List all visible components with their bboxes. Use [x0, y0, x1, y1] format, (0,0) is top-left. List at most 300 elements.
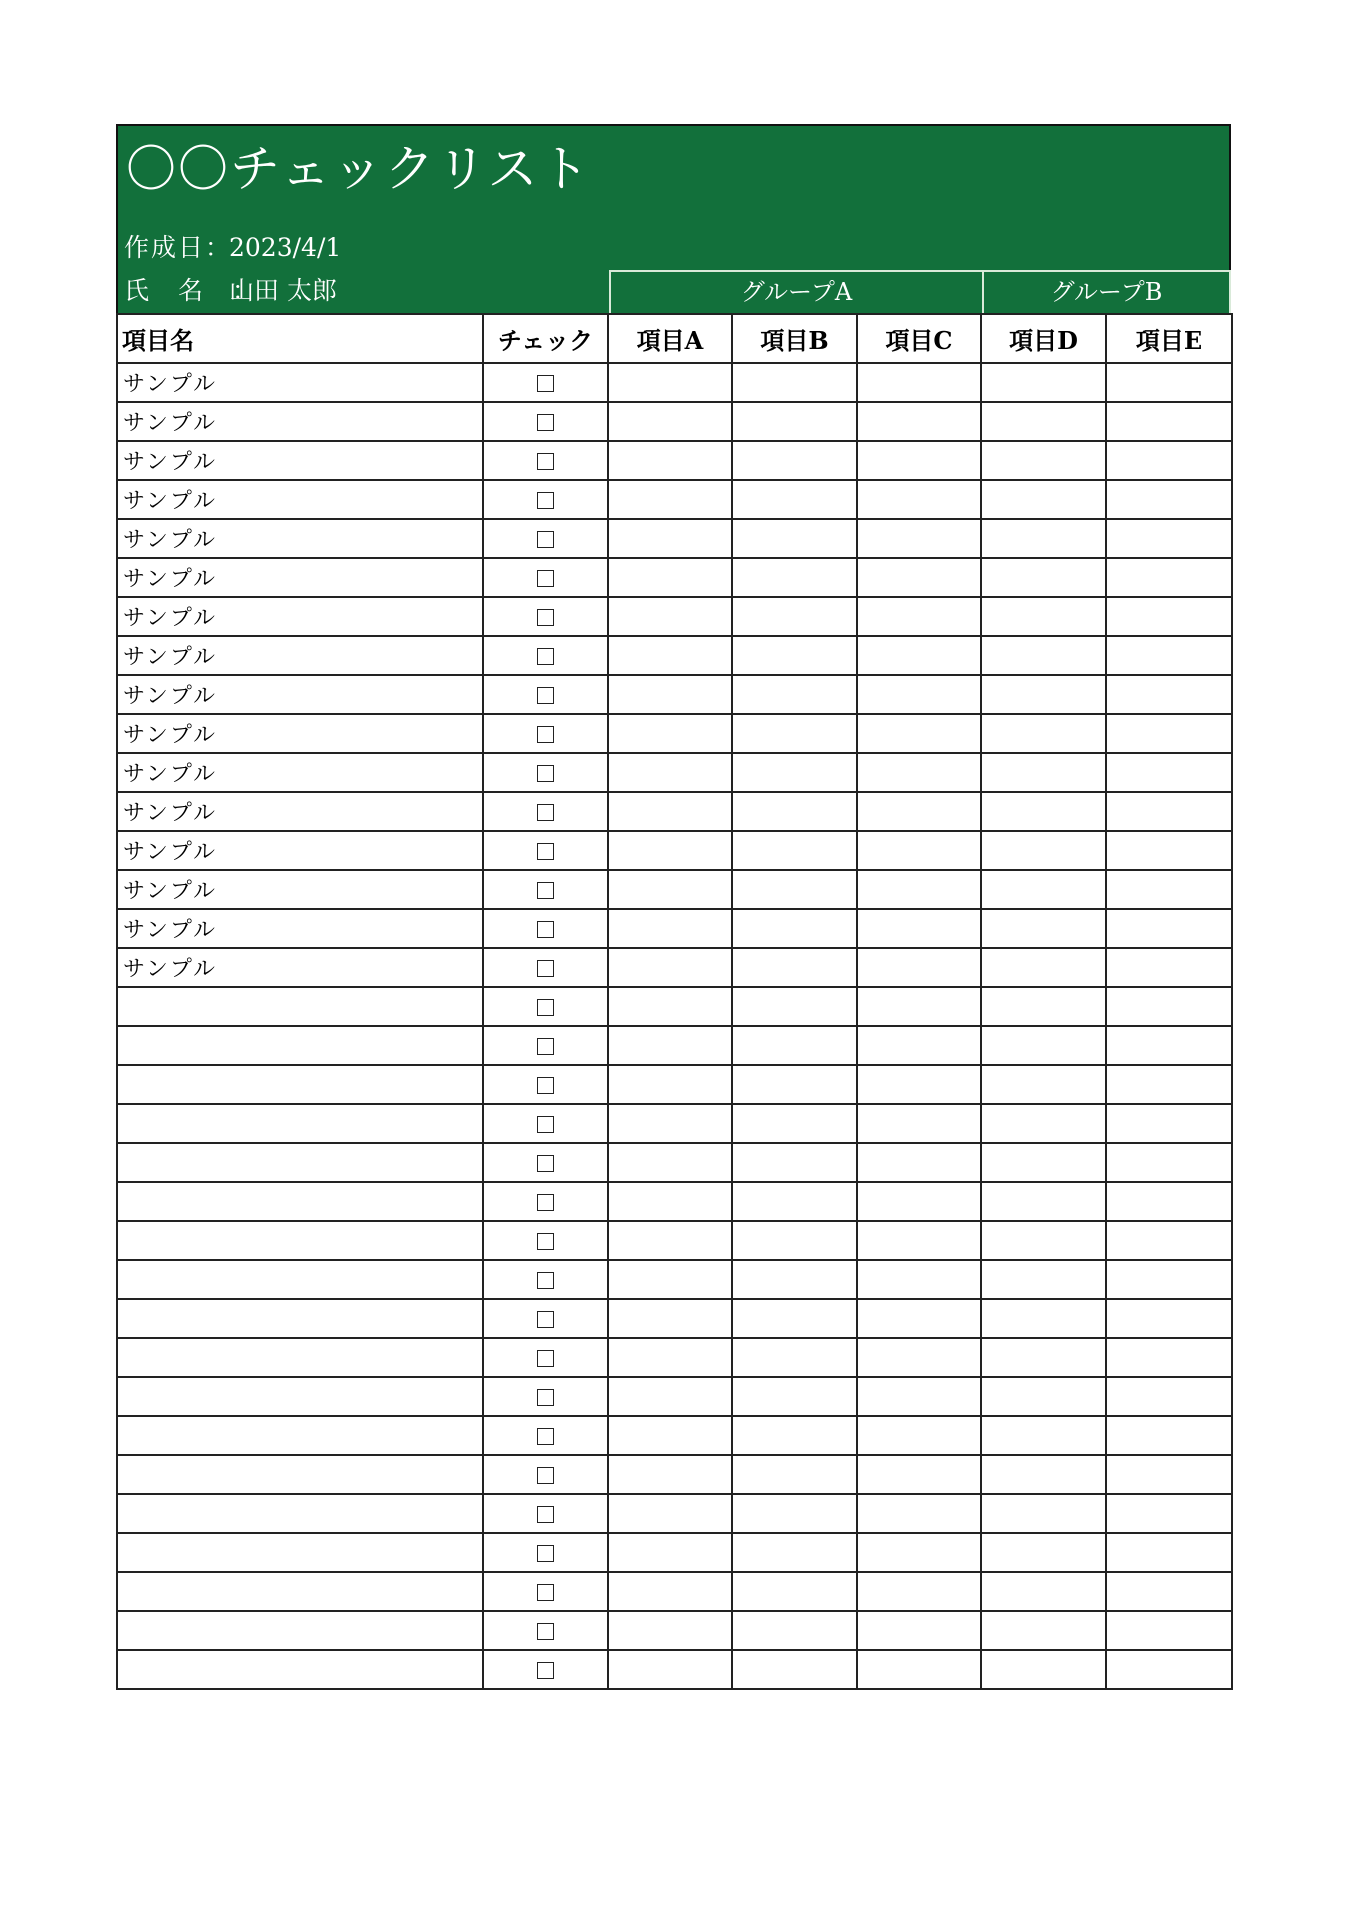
item-e-cell[interactable]: [1106, 1260, 1232, 1299]
checkbox-empty-icon[interactable]: [537, 570, 554, 587]
item-c-cell[interactable]: [857, 1611, 981, 1650]
check-cell: [483, 870, 608, 909]
checkbox-empty-icon[interactable]: [537, 1350, 554, 1367]
sheet-header: [116, 124, 1231, 313]
item-a-cell[interactable]: [608, 1299, 732, 1338]
item-name-cell[interactable]: サンプル: [117, 675, 483, 714]
item-d-cell[interactable]: [981, 987, 1106, 1026]
item-name-cell[interactable]: サンプル: [117, 363, 483, 402]
item-a-cell[interactable]: [608, 948, 732, 987]
item-e-cell[interactable]: [1106, 402, 1232, 441]
check-cell: [483, 636, 608, 675]
item-a-cell[interactable]: [608, 1065, 732, 1104]
check-cell: [483, 1377, 608, 1416]
table-row: [117, 1299, 1232, 1338]
item-b-cell[interactable]: [732, 831, 857, 870]
item-c-cell[interactable]: [857, 519, 981, 558]
name-row: [124, 271, 337, 311]
item-d-cell[interactable]: [981, 1221, 1106, 1260]
item-d-cell[interactable]: [981, 1377, 1106, 1416]
item-name-cell[interactable]: [117, 1416, 483, 1455]
check-cell: [483, 831, 608, 870]
item-name-cell[interactable]: [117, 1221, 483, 1260]
item-b-cell[interactable]: [732, 753, 857, 792]
item-c-cell[interactable]: [857, 1650, 981, 1689]
item-a-cell[interactable]: [608, 558, 732, 597]
item-name-cell[interactable]: サンプル: [117, 948, 483, 987]
checkbox-empty-icon[interactable]: [537, 999, 554, 1016]
item-a-cell[interactable]: [608, 1572, 732, 1611]
item-b-cell[interactable]: [732, 1533, 857, 1572]
item-d-cell[interactable]: [981, 441, 1106, 480]
item-e-cell[interactable]: [1106, 519, 1232, 558]
item-a-cell[interactable]: [608, 1026, 732, 1065]
checkbox-empty-icon[interactable]: [537, 765, 554, 782]
item-a-cell[interactable]: [608, 792, 732, 831]
item-a-cell[interactable]: [608, 597, 732, 636]
item-b-cell[interactable]: [732, 1026, 857, 1065]
item-a-cell[interactable]: [608, 987, 732, 1026]
item-b-cell[interactable]: [732, 1650, 857, 1689]
item-d-cell[interactable]: [981, 1260, 1106, 1299]
item-d-cell[interactable]: [981, 1026, 1106, 1065]
item-e-cell[interactable]: [1106, 636, 1232, 675]
column-header-name: 項目名: [117, 314, 483, 363]
table-row: [117, 909, 1232, 948]
checkbox-empty-icon[interactable]: [537, 1389, 554, 1406]
item-d-cell[interactable]: [981, 1299, 1106, 1338]
item-e-cell[interactable]: [1106, 948, 1232, 987]
item-name-cell[interactable]: [117, 1494, 483, 1533]
check-cell: [483, 753, 608, 792]
checkbox-empty-icon[interactable]: [537, 492, 554, 509]
item-d-cell[interactable]: [981, 558, 1106, 597]
item-a-cell[interactable]: [608, 1416, 732, 1455]
item-d-cell[interactable]: [981, 1572, 1106, 1611]
item-c-cell[interactable]: [857, 1572, 981, 1611]
item-a-cell[interactable]: [608, 1455, 732, 1494]
item-d-cell[interactable]: [981, 1494, 1106, 1533]
check-cell: [483, 1533, 608, 1572]
item-c-cell[interactable]: [857, 402, 981, 441]
item-c-cell[interactable]: [857, 1299, 981, 1338]
item-c-cell[interactable]: [857, 1260, 981, 1299]
item-d-cell[interactable]: [981, 1611, 1106, 1650]
item-name-cell[interactable]: サンプル: [117, 870, 483, 909]
item-d-cell[interactable]: [981, 597, 1106, 636]
item-d-cell[interactable]: [981, 714, 1106, 753]
item-name-cell[interactable]: [117, 1026, 483, 1065]
checkbox-empty-icon[interactable]: [537, 804, 554, 821]
item-d-cell[interactable]: [981, 1416, 1106, 1455]
item-d-cell[interactable]: [981, 753, 1106, 792]
item-c-cell[interactable]: [857, 1338, 981, 1377]
item-e-cell[interactable]: [1106, 792, 1232, 831]
item-c-cell[interactable]: [857, 714, 981, 753]
item-e-cell[interactable]: [1106, 1026, 1232, 1065]
item-b-cell[interactable]: [732, 1104, 857, 1143]
checkbox-empty-icon[interactable]: [537, 1662, 554, 1679]
item-c-cell[interactable]: [857, 1026, 981, 1065]
checkbox-empty-icon[interactable]: [537, 414, 554, 431]
item-c-cell[interactable]: [857, 1455, 981, 1494]
item-a-cell[interactable]: [608, 1494, 732, 1533]
checkbox-empty-icon[interactable]: [537, 1584, 554, 1601]
item-c-cell[interactable]: [857, 1494, 981, 1533]
table-row: [117, 1455, 1232, 1494]
item-d-cell[interactable]: [981, 1182, 1106, 1221]
item-a-cell[interactable]: [608, 753, 732, 792]
checkbox-empty-icon[interactable]: [537, 1194, 554, 1211]
table-row: [117, 870, 1232, 909]
table-row: [117, 441, 1232, 480]
item-a-cell[interactable]: [608, 1143, 732, 1182]
item-b-cell[interactable]: [732, 441, 857, 480]
checkbox-empty-icon[interactable]: [537, 1311, 554, 1328]
checkbox-empty-icon[interactable]: [537, 609, 554, 626]
check-cell: [483, 1221, 608, 1260]
created-date-label: 作成日：: [124, 233, 233, 262]
item-e-cell[interactable]: [1106, 597, 1232, 636]
checkbox-empty-icon[interactable]: [537, 1077, 554, 1094]
table-row: [117, 987, 1232, 1026]
checkbox-empty-icon[interactable]: [537, 531, 554, 548]
item-name-cell[interactable]: [117, 1299, 483, 1338]
item-b-cell[interactable]: [732, 363, 857, 402]
checkbox-empty-icon[interactable]: [537, 1506, 554, 1523]
item-b-cell[interactable]: [732, 1182, 857, 1221]
item-b-cell[interactable]: [732, 792, 857, 831]
item-e-cell[interactable]: [1106, 480, 1232, 519]
checkbox-empty-icon[interactable]: [537, 1272, 554, 1289]
table-row: [117, 519, 1232, 558]
item-c-cell[interactable]: [857, 948, 981, 987]
item-a-cell[interactable]: [608, 675, 732, 714]
item-c-cell[interactable]: [857, 597, 981, 636]
checkbox-empty-icon[interactable]: [537, 453, 554, 470]
item-c-cell[interactable]: [857, 831, 981, 870]
checkbox-empty-icon[interactable]: [537, 1155, 554, 1172]
item-b-cell[interactable]: [732, 714, 857, 753]
item-c-cell[interactable]: [857, 1416, 981, 1455]
checkbox-empty-icon[interactable]: [537, 882, 554, 899]
item-name-cell[interactable]: サンプル: [117, 792, 483, 831]
item-c-cell[interactable]: [857, 987, 981, 1026]
check-cell: [483, 1611, 608, 1650]
check-cell: [483, 519, 608, 558]
item-c-cell[interactable]: [857, 792, 981, 831]
item-name-cell[interactable]: [117, 1650, 483, 1689]
check-cell: [483, 1299, 608, 1338]
item-a-cell[interactable]: [608, 363, 732, 402]
item-e-cell[interactable]: [1106, 1299, 1232, 1338]
item-d-cell[interactable]: [981, 519, 1106, 558]
item-b-cell[interactable]: [732, 1377, 857, 1416]
item-name-cell[interactable]: [117, 1338, 483, 1377]
item-e-cell[interactable]: [1106, 909, 1232, 948]
item-b-cell[interactable]: [732, 402, 857, 441]
item-b-cell[interactable]: [732, 1260, 857, 1299]
item-name-cell[interactable]: サンプル: [117, 831, 483, 870]
column-header-e: 項目E: [1106, 314, 1232, 363]
item-e-cell[interactable]: [1106, 753, 1232, 792]
checkbox-empty-icon[interactable]: [537, 1545, 554, 1562]
column-header-d: 項目D: [981, 314, 1106, 363]
table-row: [117, 831, 1232, 870]
item-a-cell[interactable]: [608, 480, 732, 519]
check-cell: [483, 402, 608, 441]
table-row: [117, 558, 1232, 597]
item-b-cell[interactable]: [732, 1221, 857, 1260]
table-row: [117, 597, 1232, 636]
item-b-cell[interactable]: [732, 870, 857, 909]
item-name-cell[interactable]: [117, 1182, 483, 1221]
item-name-cell[interactable]: [117, 987, 483, 1026]
column-header-a: 項目A: [608, 314, 732, 363]
item-c-cell[interactable]: [857, 1065, 981, 1104]
item-a-cell[interactable]: [608, 870, 732, 909]
item-a-cell[interactable]: [608, 1650, 732, 1689]
table-row: [117, 714, 1232, 753]
item-d-cell[interactable]: [981, 363, 1106, 402]
item-b-cell[interactable]: [732, 1572, 857, 1611]
item-name-cell[interactable]: サンプル: [117, 753, 483, 792]
check-cell: [483, 558, 608, 597]
item-e-cell[interactable]: [1106, 1104, 1232, 1143]
table-row: [117, 636, 1232, 675]
item-c-cell[interactable]: [857, 1182, 981, 1221]
item-a-cell[interactable]: [608, 831, 732, 870]
item-a-cell[interactable]: [608, 909, 732, 948]
item-d-cell[interactable]: [981, 1650, 1106, 1689]
checkbox-empty-icon[interactable]: [537, 375, 554, 392]
item-a-cell[interactable]: [608, 519, 732, 558]
item-name-cell[interactable]: [117, 1611, 483, 1650]
item-name-cell[interactable]: [117, 1260, 483, 1299]
check-cell: [483, 363, 608, 402]
table-row: [117, 1260, 1232, 1299]
item-e-cell[interactable]: [1106, 1494, 1232, 1533]
checkbox-empty-icon[interactable]: [537, 1116, 554, 1133]
item-a-cell[interactable]: [608, 1221, 732, 1260]
item-d-cell[interactable]: [981, 870, 1106, 909]
table-row: [117, 1182, 1232, 1221]
table-row: [117, 363, 1232, 402]
checkbox-empty-icon[interactable]: [537, 1428, 554, 1445]
item-a-cell[interactable]: [608, 1338, 732, 1377]
table-row: [117, 402, 1232, 441]
item-b-cell[interactable]: [732, 597, 857, 636]
item-e-cell[interactable]: [1106, 675, 1232, 714]
checkbox-empty-icon[interactable]: [537, 1038, 554, 1055]
check-cell: [483, 1650, 608, 1689]
check-cell: [483, 1260, 608, 1299]
item-d-cell[interactable]: [981, 1104, 1106, 1143]
check-cell: [483, 1338, 608, 1377]
item-e-cell[interactable]: [1106, 1572, 1232, 1611]
item-e-cell[interactable]: [1106, 1065, 1232, 1104]
item-a-cell[interactable]: [608, 636, 732, 675]
item-name-cell[interactable]: サンプル: [117, 402, 483, 441]
item-name-cell[interactable]: サンプル: [117, 480, 483, 519]
item-c-cell[interactable]: [857, 480, 981, 519]
item-e-cell[interactable]: [1106, 1533, 1232, 1572]
item-d-cell[interactable]: [981, 1143, 1106, 1182]
item-e-cell[interactable]: [1106, 1221, 1232, 1260]
item-a-cell[interactable]: [608, 1533, 732, 1572]
item-name-cell[interactable]: [117, 1143, 483, 1182]
item-b-cell[interactable]: [732, 1338, 857, 1377]
check-cell: [483, 480, 608, 519]
check-cell: [483, 441, 608, 480]
check-cell: [483, 792, 608, 831]
item-e-cell[interactable]: [1106, 441, 1232, 480]
item-a-cell[interactable]: [608, 1377, 732, 1416]
item-a-cell[interactable]: [608, 1260, 732, 1299]
checkbox-empty-icon[interactable]: [537, 960, 554, 977]
item-d-cell[interactable]: [981, 1455, 1106, 1494]
item-d-cell[interactable]: [981, 792, 1106, 831]
item-d-cell[interactable]: [981, 909, 1106, 948]
item-d-cell[interactable]: [981, 1338, 1106, 1377]
table-row: [117, 792, 1232, 831]
item-c-cell[interactable]: [857, 441, 981, 480]
item-c-cell[interactable]: [857, 675, 981, 714]
item-e-cell[interactable]: [1106, 870, 1232, 909]
item-e-cell[interactable]: [1106, 1377, 1232, 1416]
item-e-cell[interactable]: [1106, 1650, 1232, 1689]
item-b-cell[interactable]: [732, 1065, 857, 1104]
item-c-cell[interactable]: [857, 1533, 981, 1572]
item-name-cell[interactable]: サンプル: [117, 519, 483, 558]
item-c-cell[interactable]: [857, 1143, 981, 1182]
item-d-cell[interactable]: [981, 480, 1106, 519]
group-a-header: グループA: [609, 270, 982, 313]
item-a-cell[interactable]: [608, 441, 732, 480]
item-e-cell[interactable]: [1106, 714, 1232, 753]
checkbox-empty-icon[interactable]: [537, 648, 554, 665]
item-a-cell[interactable]: [608, 402, 732, 441]
item-b-cell[interactable]: [732, 1455, 857, 1494]
item-b-cell[interactable]: [732, 636, 857, 675]
item-c-cell[interactable]: [857, 1221, 981, 1260]
checkbox-empty-icon[interactable]: [537, 1467, 554, 1484]
item-b-cell[interactable]: [732, 1143, 857, 1182]
item-e-cell[interactable]: [1106, 1611, 1232, 1650]
item-b-cell[interactable]: [732, 948, 857, 987]
item-e-cell[interactable]: [1106, 1455, 1232, 1494]
item-b-cell[interactable]: [732, 675, 857, 714]
item-b-cell[interactable]: [732, 1611, 857, 1650]
item-e-cell[interactable]: [1106, 1143, 1232, 1182]
checkbox-empty-icon[interactable]: [537, 726, 554, 743]
item-e-cell[interactable]: [1106, 987, 1232, 1026]
check-cell: [483, 1026, 608, 1065]
created-date-row: [124, 228, 341, 268]
item-name-cell[interactable]: サンプル: [117, 597, 483, 636]
item-name-cell[interactable]: [117, 1065, 483, 1104]
item-c-cell[interactable]: [857, 363, 981, 402]
item-a-cell[interactable]: [608, 1611, 732, 1650]
item-a-cell[interactable]: [608, 1104, 732, 1143]
checkbox-empty-icon[interactable]: [537, 921, 554, 938]
item-d-cell[interactable]: [981, 402, 1106, 441]
group-b-header: グループB: [982, 270, 1231, 313]
table-row: [117, 1494, 1232, 1533]
item-c-cell[interactable]: [857, 870, 981, 909]
item-b-cell[interactable]: [732, 909, 857, 948]
item-name-cell[interactable]: [117, 1377, 483, 1416]
item-d-cell[interactable]: [981, 831, 1106, 870]
item-c-cell[interactable]: [857, 636, 981, 675]
item-d-cell[interactable]: [981, 948, 1106, 987]
item-name-cell[interactable]: [117, 1533, 483, 1572]
item-d-cell[interactable]: [981, 675, 1106, 714]
item-a-cell[interactable]: [608, 1182, 732, 1221]
item-b-cell[interactable]: [732, 987, 857, 1026]
name-label: 氏 名 ：: [124, 276, 260, 305]
checklist-sheet: [116, 124, 1231, 1690]
item-name-cell[interactable]: サンプル: [117, 441, 483, 480]
item-b-cell[interactable]: [732, 480, 857, 519]
item-e-cell[interactable]: [1106, 1338, 1232, 1377]
item-name-cell[interactable]: [117, 1455, 483, 1494]
check-cell: [483, 1572, 608, 1611]
created-date-value: 2023/4/1: [229, 233, 342, 262]
item-b-cell[interactable]: [732, 1299, 857, 1338]
item-d-cell[interactable]: [981, 1065, 1106, 1104]
item-d-cell[interactable]: [981, 636, 1106, 675]
item-e-cell[interactable]: [1106, 831, 1232, 870]
check-cell: [483, 948, 608, 987]
check-cell: [483, 987, 608, 1026]
item-b-cell[interactable]: [732, 1416, 857, 1455]
checkbox-empty-icon[interactable]: [537, 1233, 554, 1250]
item-name-cell[interactable]: [117, 1572, 483, 1611]
item-c-cell[interactable]: [857, 1377, 981, 1416]
item-c-cell[interactable]: [857, 909, 981, 948]
check-cell: [483, 909, 608, 948]
item-c-cell[interactable]: [857, 1104, 981, 1143]
table-row: [117, 675, 1232, 714]
checkbox-empty-icon[interactable]: [537, 1623, 554, 1640]
item-b-cell[interactable]: [732, 558, 857, 597]
item-name-cell[interactable]: サンプル: [117, 714, 483, 753]
item-e-cell[interactable]: [1106, 1416, 1232, 1455]
table-row: [117, 1026, 1232, 1065]
table-row: [117, 1065, 1232, 1104]
checklist-body: [117, 363, 1232, 1689]
item-e-cell[interactable]: [1106, 363, 1232, 402]
item-e-cell[interactable]: [1106, 1182, 1232, 1221]
item-d-cell[interactable]: [981, 1533, 1106, 1572]
item-name-cell[interactable]: サンプル: [117, 558, 483, 597]
checkbox-empty-icon[interactable]: [537, 843, 554, 860]
item-name-cell[interactable]: サンプル: [117, 636, 483, 675]
item-name-cell[interactable]: [117, 1104, 483, 1143]
checkbox-empty-icon[interactable]: [537, 687, 554, 704]
item-b-cell[interactable]: [732, 1494, 857, 1533]
item-c-cell[interactable]: [857, 558, 981, 597]
item-c-cell[interactable]: [857, 753, 981, 792]
item-e-cell[interactable]: [1106, 558, 1232, 597]
item-name-cell[interactable]: サンプル: [117, 909, 483, 948]
check-cell: [483, 1065, 608, 1104]
item-b-cell[interactable]: [732, 519, 857, 558]
table-row: [117, 1533, 1232, 1572]
item-a-cell[interactable]: [608, 714, 732, 753]
check-cell: [483, 714, 608, 753]
